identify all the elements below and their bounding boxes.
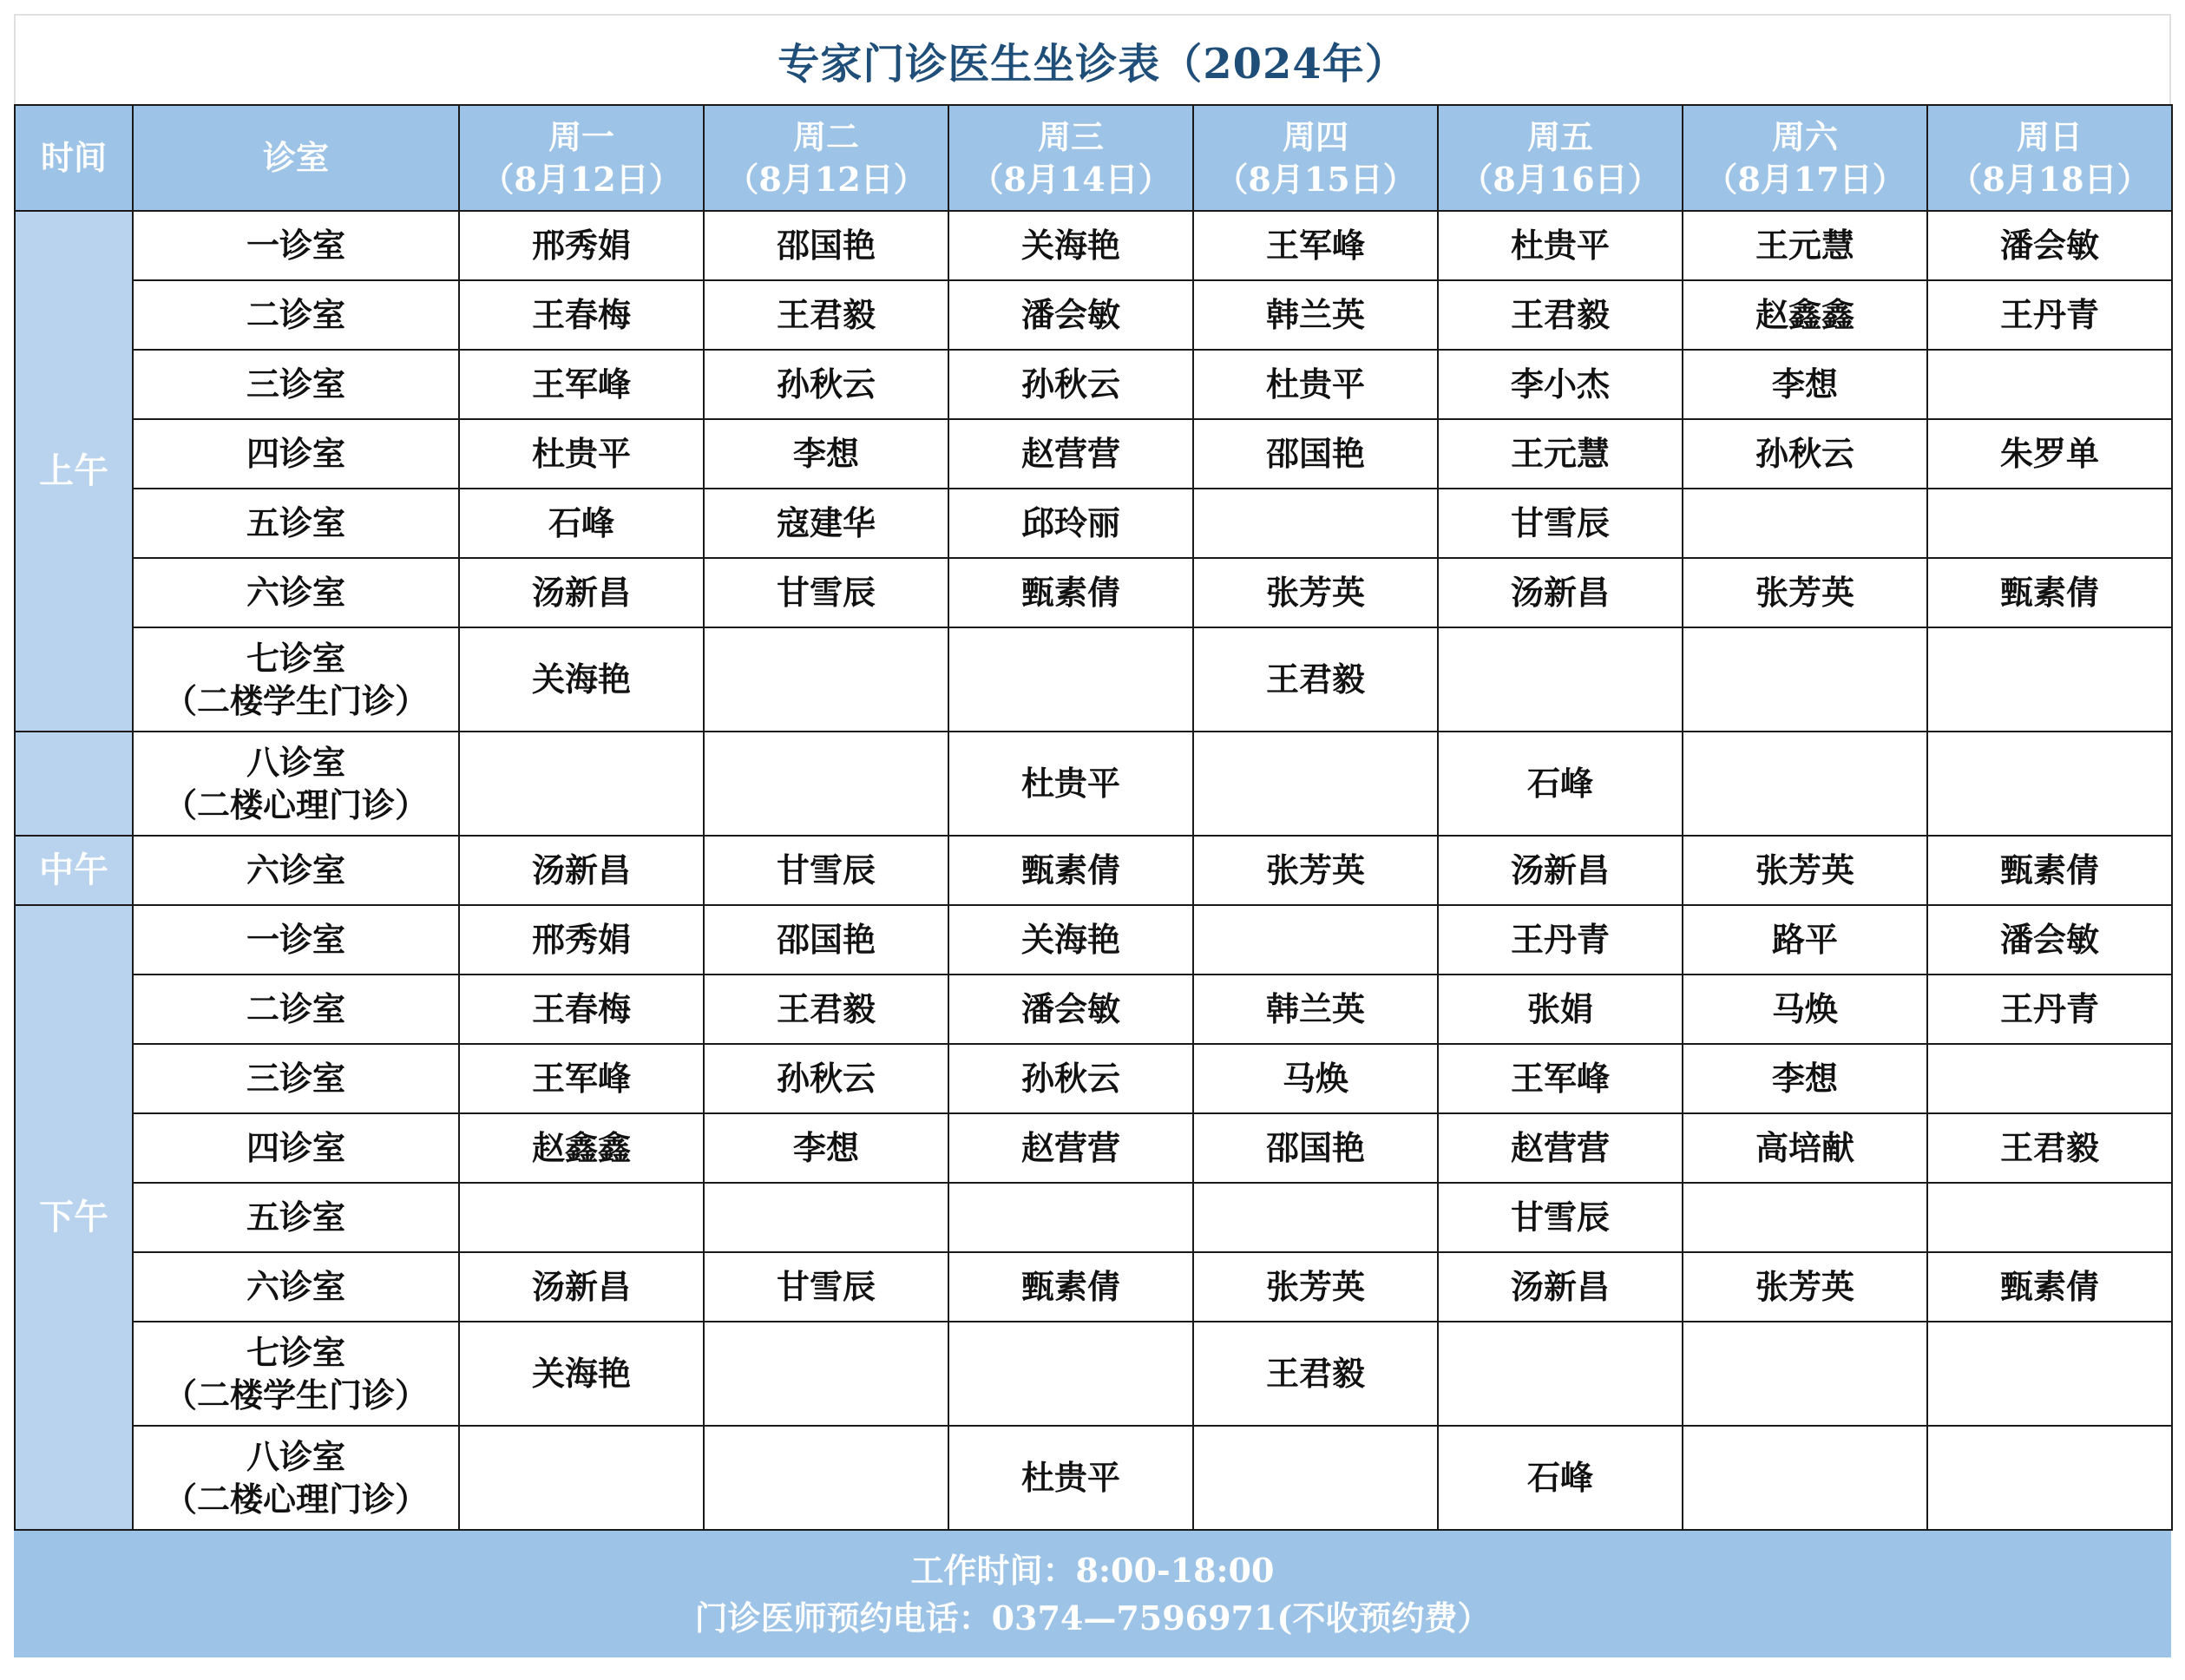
header-day xyxy=(1193,105,1438,211)
doctor-cell: 赵营营 xyxy=(948,1113,1193,1183)
doctor-cell: 潘会敏 xyxy=(1927,905,2172,975)
table-row xyxy=(15,1252,2172,1322)
doctor-cell: 杜贵平 xyxy=(1193,350,1438,419)
table-row xyxy=(15,558,2172,627)
room-note: （二楼心理门诊） xyxy=(163,785,428,824)
doctor-cell xyxy=(1927,1183,2172,1252)
doctor-cell: 王君毅 xyxy=(1438,280,1683,350)
room-cell xyxy=(133,732,459,836)
doctor-cell: 邵国艳 xyxy=(704,211,948,280)
doctor-cell: 李小杰 xyxy=(1438,350,1683,419)
doctor-cell: 孙秋云 xyxy=(948,1044,1193,1113)
room-name: 一诊室 xyxy=(246,226,345,266)
doctor-cell: 寇建华 xyxy=(704,489,948,558)
room-note: （二楼学生门诊） xyxy=(163,1375,428,1414)
doctor-cell: 韩兰英 xyxy=(1193,975,1438,1044)
doctor-cell: 李想 xyxy=(704,1113,948,1183)
doctor-cell: 孙秋云 xyxy=(948,350,1193,419)
doctor-cell xyxy=(1683,732,1927,836)
doctor-cell: 邵国艳 xyxy=(1193,419,1438,489)
doctor-cell: 甄素倩 xyxy=(948,836,1193,905)
doctor-cell: 王军峰 xyxy=(459,350,704,419)
day-date: （8月14日） xyxy=(970,160,1171,199)
table-row xyxy=(15,419,2172,489)
room-note: （二楼心理门诊） xyxy=(163,1480,428,1519)
doctor-cell xyxy=(704,732,948,836)
doctor-cell: 韩兰英 xyxy=(1193,280,1438,350)
header-day xyxy=(704,105,948,211)
day-name: 周五 xyxy=(1526,116,1593,156)
doctor-cell: 潘会敏 xyxy=(948,280,1193,350)
doctor-cell: 孙秋云 xyxy=(1683,419,1927,489)
doctor-cell: 杜贵平 xyxy=(948,732,1193,836)
day-date: （8月12日） xyxy=(725,160,927,199)
day-date: （8月15日） xyxy=(1215,160,1416,199)
header-day xyxy=(1927,105,2172,211)
doctor-cell: 汤新昌 xyxy=(1438,558,1683,627)
doctor-cell: 潘会敏 xyxy=(948,975,1193,1044)
doctor-cell xyxy=(1438,627,1683,732)
doctor-cell: 张娟 xyxy=(1438,975,1683,1044)
room-cell xyxy=(133,558,459,627)
room-name: 八诊室 xyxy=(246,1436,345,1476)
room-name: 八诊室 xyxy=(246,742,345,782)
doctor-cell: 关海艳 xyxy=(948,211,1193,280)
doctor-cell: 赵营营 xyxy=(948,419,1193,489)
doctor-cell: 王君毅 xyxy=(704,280,948,350)
room-cell xyxy=(133,1183,459,1252)
doctor-cell xyxy=(1927,489,2172,558)
doctor-cell xyxy=(704,1322,948,1426)
doctor-cell: 邢秀娟 xyxy=(459,905,704,975)
day-date: （8月12日） xyxy=(481,160,682,199)
doctor-cell xyxy=(1438,1322,1683,1426)
room-cell xyxy=(133,627,459,732)
header-time: 时间 xyxy=(15,105,133,211)
doctor-cell: 王军峰 xyxy=(459,1044,704,1113)
doctor-cell xyxy=(459,1183,704,1252)
room-note: （二楼学生门诊） xyxy=(163,681,428,720)
room-cell xyxy=(133,280,459,350)
doctor-cell xyxy=(1193,732,1438,836)
day-name: 周四 xyxy=(1282,116,1348,156)
doctor-cell: 王春梅 xyxy=(459,280,704,350)
doctor-cell: 甘雪辰 xyxy=(1438,489,1683,558)
doctor-cell: 石峰 xyxy=(1438,1426,1683,1530)
doctor-cell: 石峰 xyxy=(1438,732,1683,836)
table-row xyxy=(15,732,2172,836)
header-day xyxy=(948,105,1193,211)
doctor-cell: 王丹青 xyxy=(1927,975,2172,1044)
doctor-cell: 杜贵平 xyxy=(459,419,704,489)
doctor-cell: 朱罗单 xyxy=(1927,419,2172,489)
day-date: （8月16日） xyxy=(1460,160,1661,199)
room-cell xyxy=(133,1322,459,1426)
room-cell xyxy=(133,836,459,905)
room-cell xyxy=(133,1044,459,1113)
work-hours: 工作时间：8:00-18:00 xyxy=(910,1550,1275,1590)
doctor-cell xyxy=(1193,1426,1438,1530)
room-name: 一诊室 xyxy=(246,920,345,960)
room-name: 五诊室 xyxy=(246,1198,345,1237)
doctor-cell xyxy=(1927,350,2172,419)
room-cell xyxy=(133,489,459,558)
doctor-cell xyxy=(1683,1426,1927,1530)
schedule-sheet xyxy=(14,14,2171,1657)
day-name: 周二 xyxy=(792,116,859,156)
table-row xyxy=(15,280,2172,350)
table-row xyxy=(15,1322,2172,1426)
room-cell xyxy=(133,905,459,975)
footer xyxy=(14,1531,2171,1657)
doctor-cell xyxy=(704,1426,948,1530)
room-name: 六诊室 xyxy=(246,573,345,613)
room-name: 三诊室 xyxy=(246,364,345,404)
table-row xyxy=(15,350,2172,419)
doctor-cell: 汤新昌 xyxy=(459,836,704,905)
doctor-cell xyxy=(948,1322,1193,1426)
doctor-cell: 甄素倩 xyxy=(1927,836,2172,905)
doctor-cell xyxy=(1683,489,1927,558)
room-cell xyxy=(133,1113,459,1183)
doctor-cell: 汤新昌 xyxy=(459,1252,704,1322)
room-name: 七诊室 xyxy=(246,638,345,678)
room-name: 六诊室 xyxy=(246,1267,345,1307)
day-name: 周六 xyxy=(1771,116,1838,156)
doctor-cell: 甘雪辰 xyxy=(704,836,948,905)
doctor-cell: 王元慧 xyxy=(1683,211,1927,280)
doctor-cell xyxy=(1683,1183,1927,1252)
room-name: 四诊室 xyxy=(246,1128,345,1168)
room-name: 四诊室 xyxy=(246,434,345,474)
doctor-cell xyxy=(1927,732,2172,836)
doctor-cell: 赵营营 xyxy=(1438,1113,1683,1183)
doctor-cell xyxy=(948,627,1193,732)
period-cell xyxy=(15,732,133,836)
room-cell xyxy=(133,211,459,280)
doctor-cell: 关海艳 xyxy=(459,627,704,732)
room-name: 三诊室 xyxy=(246,1059,345,1099)
table-row xyxy=(15,1044,2172,1113)
doctor-cell: 甘雪辰 xyxy=(704,558,948,627)
doctor-cell: 甄素倩 xyxy=(948,558,1193,627)
doctor-cell: 孙秋云 xyxy=(704,350,948,419)
room-cell xyxy=(133,1426,459,1530)
doctor-cell: 张芳英 xyxy=(1193,558,1438,627)
doctor-cell: 王君毅 xyxy=(704,975,948,1044)
doctor-cell: 关海艳 xyxy=(459,1322,704,1426)
room-name: 二诊室 xyxy=(246,295,345,335)
doctor-cell xyxy=(1927,1044,2172,1113)
page-title: 专家门诊医生坐诊表（2024年） xyxy=(14,14,2171,104)
day-name: 周三 xyxy=(1037,116,1104,156)
doctor-cell: 甘雪辰 xyxy=(704,1252,948,1322)
doctor-cell: 李想 xyxy=(1683,1044,1927,1113)
doctor-cell: 汤新昌 xyxy=(1438,836,1683,905)
table-row xyxy=(15,1183,2172,1252)
day-name: 周一 xyxy=(548,116,614,156)
doctor-cell: 张芳英 xyxy=(1193,836,1438,905)
doctor-cell: 赵鑫鑫 xyxy=(1683,280,1927,350)
doctor-cell xyxy=(704,1183,948,1252)
room-name: 五诊室 xyxy=(246,503,345,543)
room-name: 七诊室 xyxy=(246,1332,345,1372)
doctor-cell: 杜贵平 xyxy=(948,1426,1193,1530)
doctor-cell: 张芳英 xyxy=(1683,836,1927,905)
room-cell xyxy=(133,975,459,1044)
schedule-table xyxy=(14,104,2173,1531)
doctor-cell: 张芳英 xyxy=(1193,1252,1438,1322)
doctor-cell xyxy=(948,1183,1193,1252)
doctor-cell xyxy=(459,732,704,836)
doctor-cell: 马焕 xyxy=(1193,1044,1438,1113)
doctor-cell: 汤新昌 xyxy=(459,558,704,627)
doctor-cell: 邵国艳 xyxy=(1193,1113,1438,1183)
doctor-cell: 张芳英 xyxy=(1683,1252,1927,1322)
doctor-cell: 马焕 xyxy=(1683,975,1927,1044)
table-row xyxy=(15,975,2172,1044)
table-row xyxy=(15,1113,2172,1183)
room-cell xyxy=(133,1252,459,1322)
doctor-cell: 王军峰 xyxy=(1438,1044,1683,1113)
doctor-cell: 王元慧 xyxy=(1438,419,1683,489)
table-row xyxy=(15,1426,2172,1530)
table-row xyxy=(15,905,2172,975)
doctor-cell xyxy=(704,627,948,732)
table-row xyxy=(15,836,2172,905)
booking-phone: 门诊医师预约电话：0374—7596971(不收预约费） xyxy=(694,1598,1491,1637)
header-day xyxy=(1438,105,1683,211)
doctor-cell: 赵鑫鑫 xyxy=(459,1113,704,1183)
doctor-cell: 甄素倩 xyxy=(1927,1252,2172,1322)
doctor-cell xyxy=(1683,627,1927,732)
period-cell: 中午 xyxy=(15,836,133,905)
day-name: 周日 xyxy=(2016,116,2083,156)
doctor-cell: 关海艳 xyxy=(948,905,1193,975)
table-row xyxy=(15,211,2172,280)
period-cell: 下午 xyxy=(15,905,133,1530)
doctor-cell: 甄素倩 xyxy=(1927,558,2172,627)
header-day xyxy=(1683,105,1927,211)
table-row xyxy=(15,627,2172,732)
doctor-cell: 王丹青 xyxy=(1927,280,2172,350)
doctor-cell: 张芳英 xyxy=(1683,558,1927,627)
period-cell: 上午 xyxy=(15,211,133,732)
doctor-cell: 王君毅 xyxy=(1193,1322,1438,1426)
doctor-cell xyxy=(1927,1322,2172,1426)
day-date: （8月18日） xyxy=(1949,160,2150,199)
day-date: （8月17日） xyxy=(1704,160,1906,199)
doctor-cell: 邢秀娟 xyxy=(459,211,704,280)
doctor-cell: 王军峰 xyxy=(1193,211,1438,280)
schedule-body xyxy=(15,211,2172,1530)
doctor-cell: 汤新昌 xyxy=(1438,1252,1683,1322)
room-name: 六诊室 xyxy=(246,850,345,890)
doctor-cell xyxy=(1927,627,2172,732)
room-name: 二诊室 xyxy=(246,989,345,1029)
doctor-cell: 王君毅 xyxy=(1927,1113,2172,1183)
doctor-cell: 邱玲丽 xyxy=(948,489,1193,558)
doctor-cell xyxy=(1683,1322,1927,1426)
doctor-cell xyxy=(459,1426,704,1530)
header-row xyxy=(15,105,2172,211)
doctor-cell xyxy=(1193,905,1438,975)
doctor-cell: 王丹青 xyxy=(1438,905,1683,975)
header-room: 诊室 xyxy=(133,105,459,211)
doctor-cell: 邵国艳 xyxy=(704,905,948,975)
room-cell xyxy=(133,350,459,419)
doctor-cell: 王春梅 xyxy=(459,975,704,1044)
table-row xyxy=(15,489,2172,558)
doctor-cell: 潘会敏 xyxy=(1927,211,2172,280)
doctor-cell: 王君毅 xyxy=(1193,627,1438,732)
doctor-cell xyxy=(1193,1183,1438,1252)
doctor-cell: 甘雪辰 xyxy=(1438,1183,1683,1252)
doctor-cell xyxy=(1193,489,1438,558)
doctor-cell: 孙秋云 xyxy=(704,1044,948,1113)
header-day xyxy=(459,105,704,211)
doctor-cell: 甄素倩 xyxy=(948,1252,1193,1322)
doctor-cell: 李想 xyxy=(704,419,948,489)
doctor-cell: 李想 xyxy=(1683,350,1927,419)
doctor-cell: 杜贵平 xyxy=(1438,211,1683,280)
room-cell xyxy=(133,419,459,489)
doctor-cell: 高培献 xyxy=(1683,1113,1927,1183)
doctor-cell xyxy=(1927,1426,2172,1530)
doctor-cell: 路平 xyxy=(1683,905,1927,975)
doctor-cell: 石峰 xyxy=(459,489,704,558)
